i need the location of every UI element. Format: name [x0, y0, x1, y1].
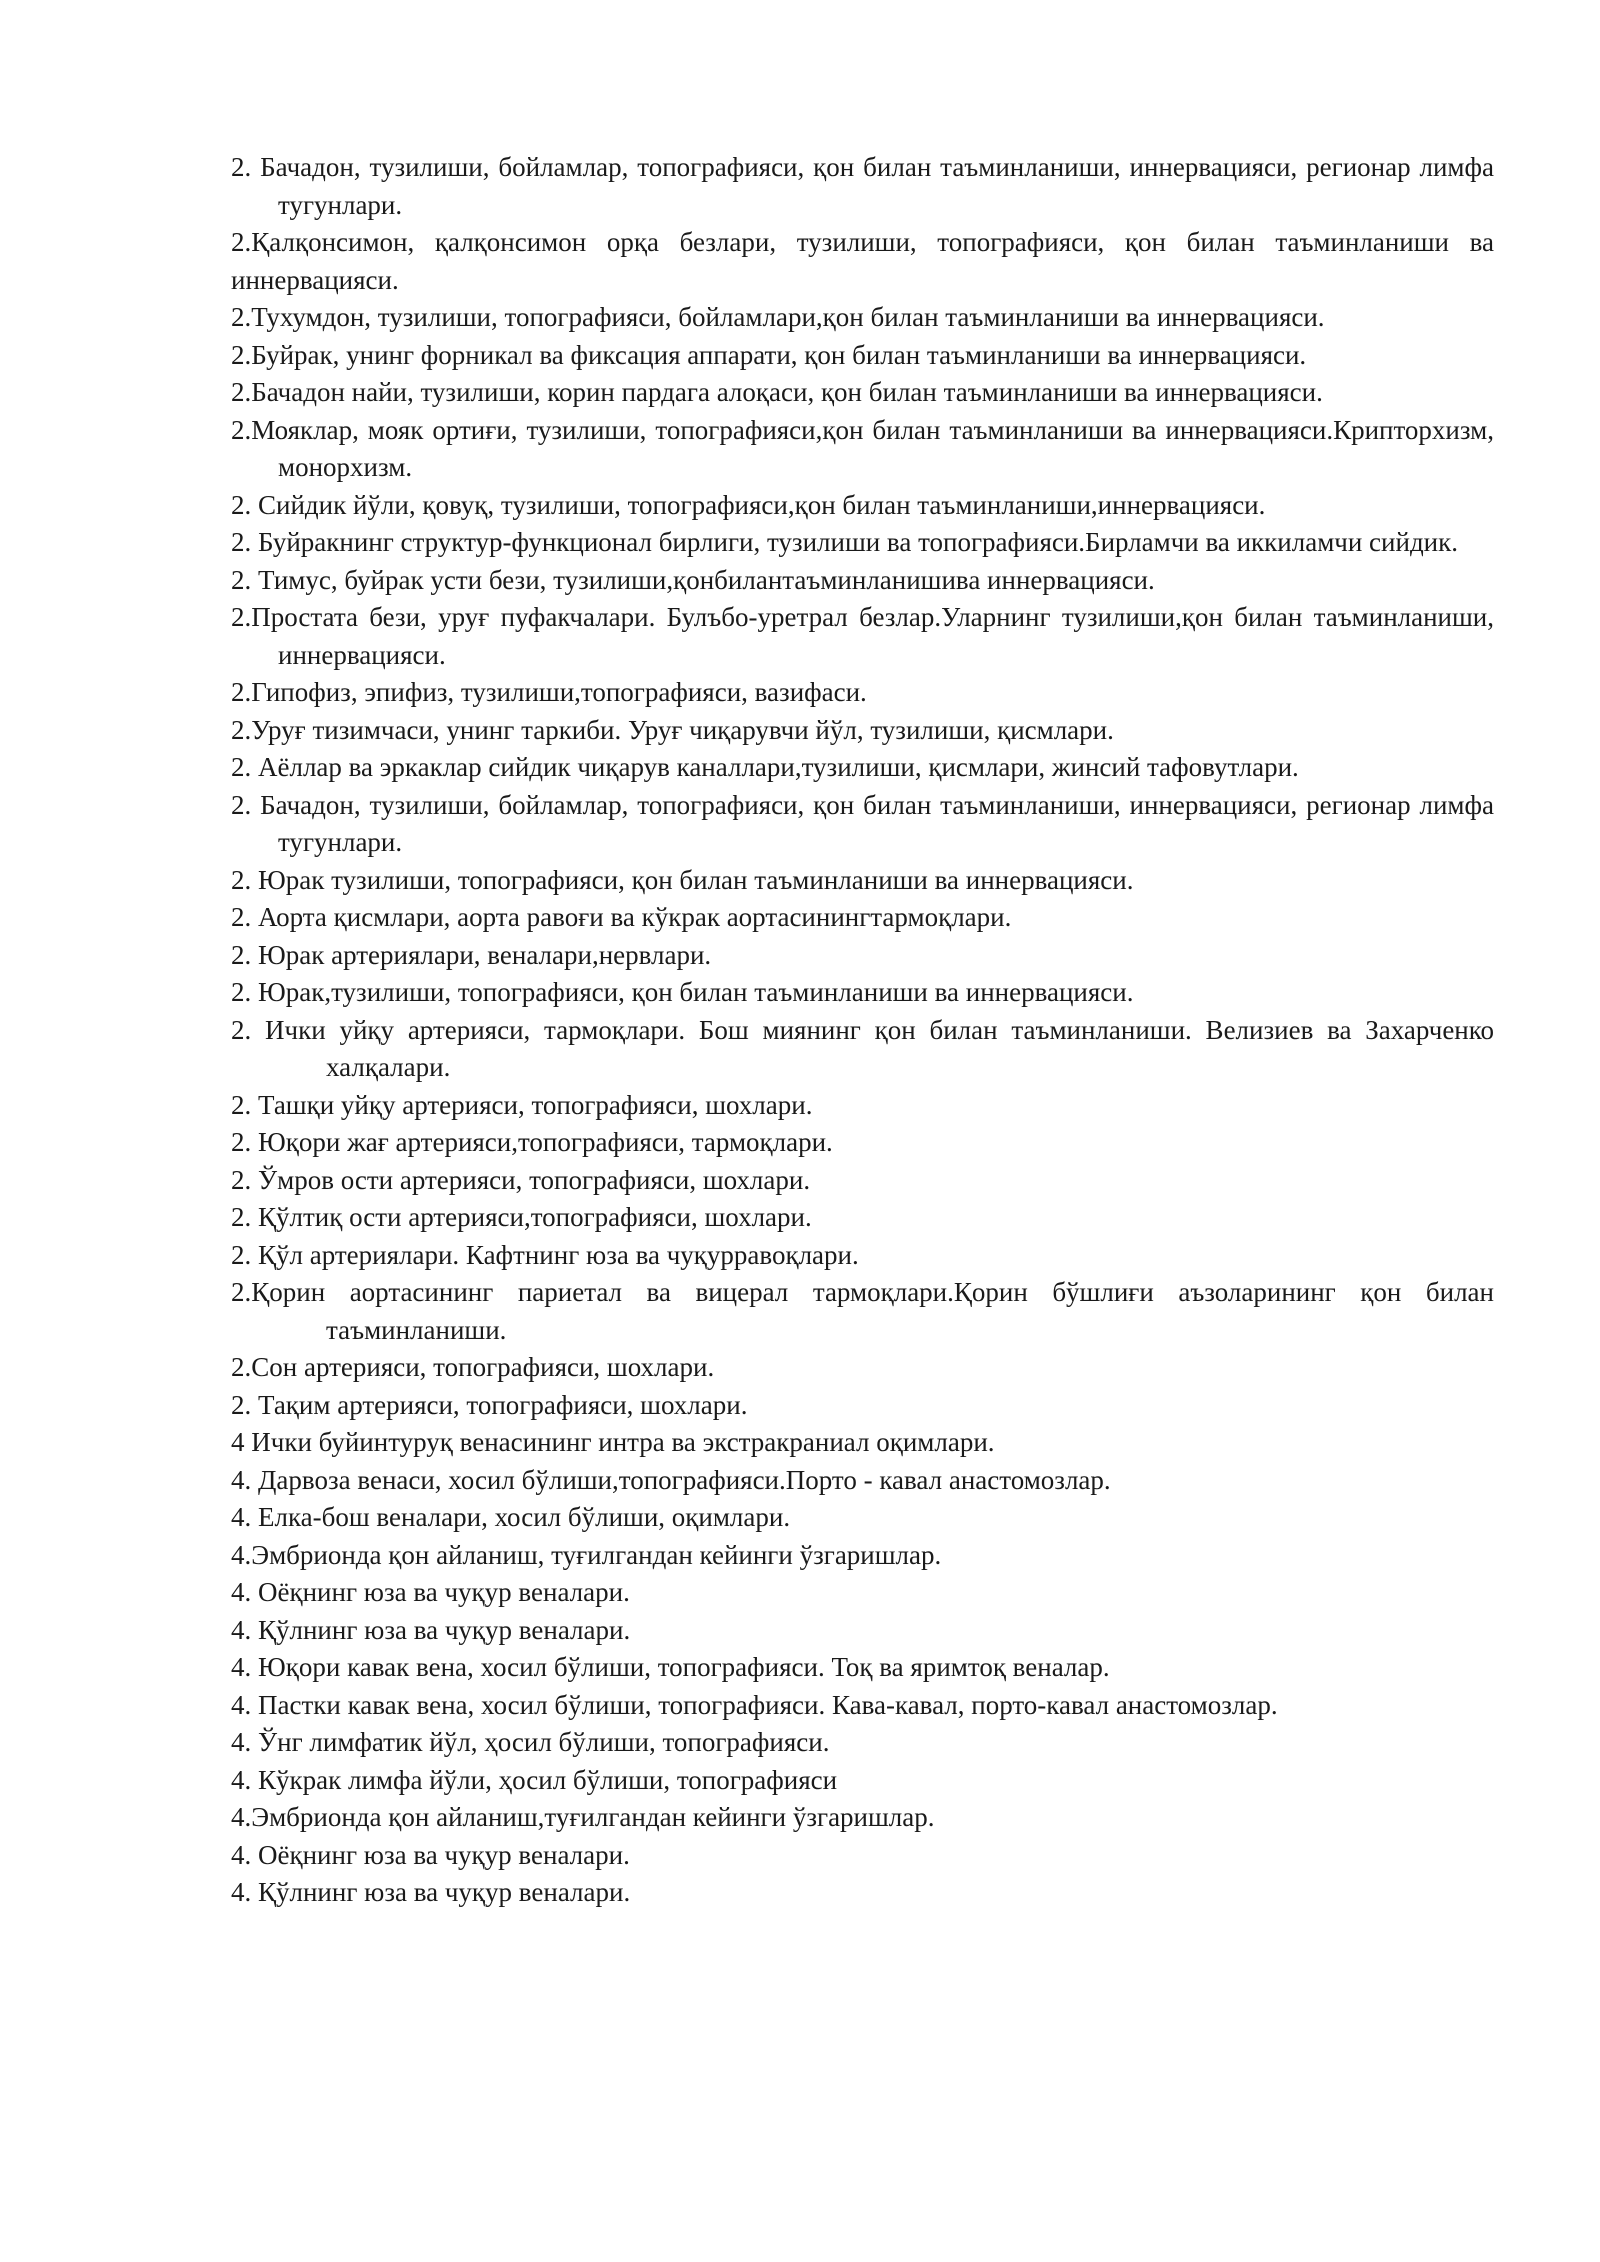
list-item: 2.Қорин аортасининг париетал ва вицерал тармоқлари.Қорин бўшлиғи аъзоларининг қон билан таъминланиши. [231, 1277, 1494, 1345]
list-item: 4.Эмбрионда қон айланиш, туғилгандан кейинги ўзгаришлар. [231, 1539, 942, 1570]
list-item: 2. Юрак тузилиши, топографияси, қон билан таъминланиши ва иннервацияси. [231, 864, 1134, 895]
list-item: 2. Юрак,тузилиши, топографияси, қон билан таъминланиши ва иннервацияси. [231, 977, 1134, 1007]
list-item: 2. Ташқи уйқу артерияси, топографияси, шохлари. [231, 1089, 813, 1120]
question-list [231, 149, 1494, 1912]
list-item: 2. Тимус, буйрак усти бези, тузилиши,қонбилантаъминланишива иннервацияси. [231, 564, 1155, 595]
list-item: 4. Дарвоза венаси, хосил бўлиши,топографияси.Порто - кавал анастомозлар. [231, 1464, 1111, 1495]
list-item: 2. Юрак артериялари, веналари,нервлари. [231, 939, 712, 970]
list-item: 4. Оёқнинг юза ва чуқур веналари. [231, 1839, 630, 1870]
list-item: 2.Тухумдон, тузилиши, топографияси, бойламлари,қон билан таъминланиши ва иннервацияси. [231, 302, 1325, 332]
list-item: 4. Оёқнинг юза ва чуқур веналари. [231, 1577, 630, 1607]
list-item: 2.Мояклар, мояк ортиғи, тузилиши, топографияси,қон билан таъминланиши ва иннервацияси.Крипторхизм, монорхизм. [231, 414, 1494, 482]
list-item: 2. Бачадон, тузилиши, бойламлар, топографияси, қон билан таъминланиши, иннервацияси, регионар лимфа тугунлари. [231, 152, 1494, 220]
list-item: 2. Ўмров ости артерияси, топографияси, шохлари. [231, 1164, 811, 1195]
list-item: 2. Юқори жағ артерияси,топографияси, тармоқлари. [231, 1127, 833, 1157]
list-item: 2. Қўл артериялари. Кафтнинг юза ва чуқурравоқлари. [231, 1239, 859, 1270]
list-item: 4. Елка-бош веналари, хосил бўлиши, оқимлари. [231, 1502, 791, 1532]
list-item: 2. Тақим артерияси, топографияси, шохлари. [231, 1389, 748, 1420]
list-item: 4. Ўнг лимфатик йўл, ҳосил бўлиши, топографияси. [231, 1727, 830, 1757]
list-item: 2. Ички уйқу артерияси, тармоқлари. Бош миянинг қон билан таъминланиши. Велизиев ва Захарченко халқалари. [231, 1014, 1494, 1082]
list-item: 2. Қўлтиқ ости артерияси,топографияси, шохлари. [231, 1202, 812, 1232]
list-item: 4. Юқори кавак вена, хосил бўлиши, топографияси. Тоқ ва яримтоқ веналар. [231, 1652, 1110, 1682]
list-item: 2.Буйрак, унинг форникал ва фиксация аппарати, қон билан таъминланиши ва иннервацияси. [231, 339, 1307, 370]
list-item: 2. Аёллар ва эркаклар сийдик чиқарув каналлари,тузилиши, қисмлари, жинсий тафовутлари. [231, 752, 1299, 782]
list-item: 2.Қалқонсимон, қалқонсимон орқа безлари, тузилиши, топографияси, қон билан таъминланиши ва иннервацияси. [231, 227, 1494, 295]
list-item: 4. Пастки кавак вена, хосил бўлиши, топографияси. Кава-кавал, порто-кавал анастомозлар. [231, 1689, 1278, 1720]
list-item: 4 Ички буйинтуруқ венасининг интра ва экстракраниал оқимлари. [231, 1427, 995, 1457]
list-item: 2.Сон артерияси, топографияси, шохлари. [231, 1352, 715, 1382]
list-item: 2. Буйракнинг структур-функционал бирлиги, тузилиши ва топографияси.Бирламчи ва иккиламчи сийдик. [231, 527, 1458, 557]
list-item: 2.Уруғ тизимчаси, унинг таркиби. Уруғ чиқарувчи йўл, тузилиши, қисмлари. [231, 714, 1114, 745]
list-item: 2.Бачадон найи, тузилиши, корин пардага алоқаси, қон билан таъминланиши ва иннервацияси. [231, 377, 1323, 407]
list-item: 4. Қўлнинг юза ва чуқур веналари. [231, 1614, 631, 1645]
list-item: 2.Простата бези, уруғ пуфакчалари. Булъбо-уретрал безлар.Уларнинг тузилиши,қон билан таъминланиши, иннервацияси. [231, 602, 1494, 670]
list-item: 4. Кўкрак лимфа йўли, ҳосил бўлиши, топографияси [231, 1764, 838, 1795]
list-item: 2. Бачадон, тузилиши, бойламлар, топографияси, қон билан таъминланиши, иннервацияси, регионар лимфа тугунлари. [231, 789, 1494, 857]
list-item: 2.Гипофиз, эпифиз, тузилиши,топографияси, вазифаси. [231, 677, 867, 707]
list-item: 2. Аорта қисмлари, аорта равоғи ва кўкрак аортасинингтармоқлари. [231, 902, 1012, 932]
list-item: 4.Эмбрионда қон айланиш,туғилгандан кейинги ўзгаришлар. [231, 1802, 935, 1832]
list-item: 4. Қўлнинг юза ва чуқур веналари. [231, 1877, 631, 1907]
list-item: 2. Сийдик йўли, қовуқ, тузилиши, топографияси,қон билан таъминланиши,иннервацияси. [231, 489, 1266, 520]
